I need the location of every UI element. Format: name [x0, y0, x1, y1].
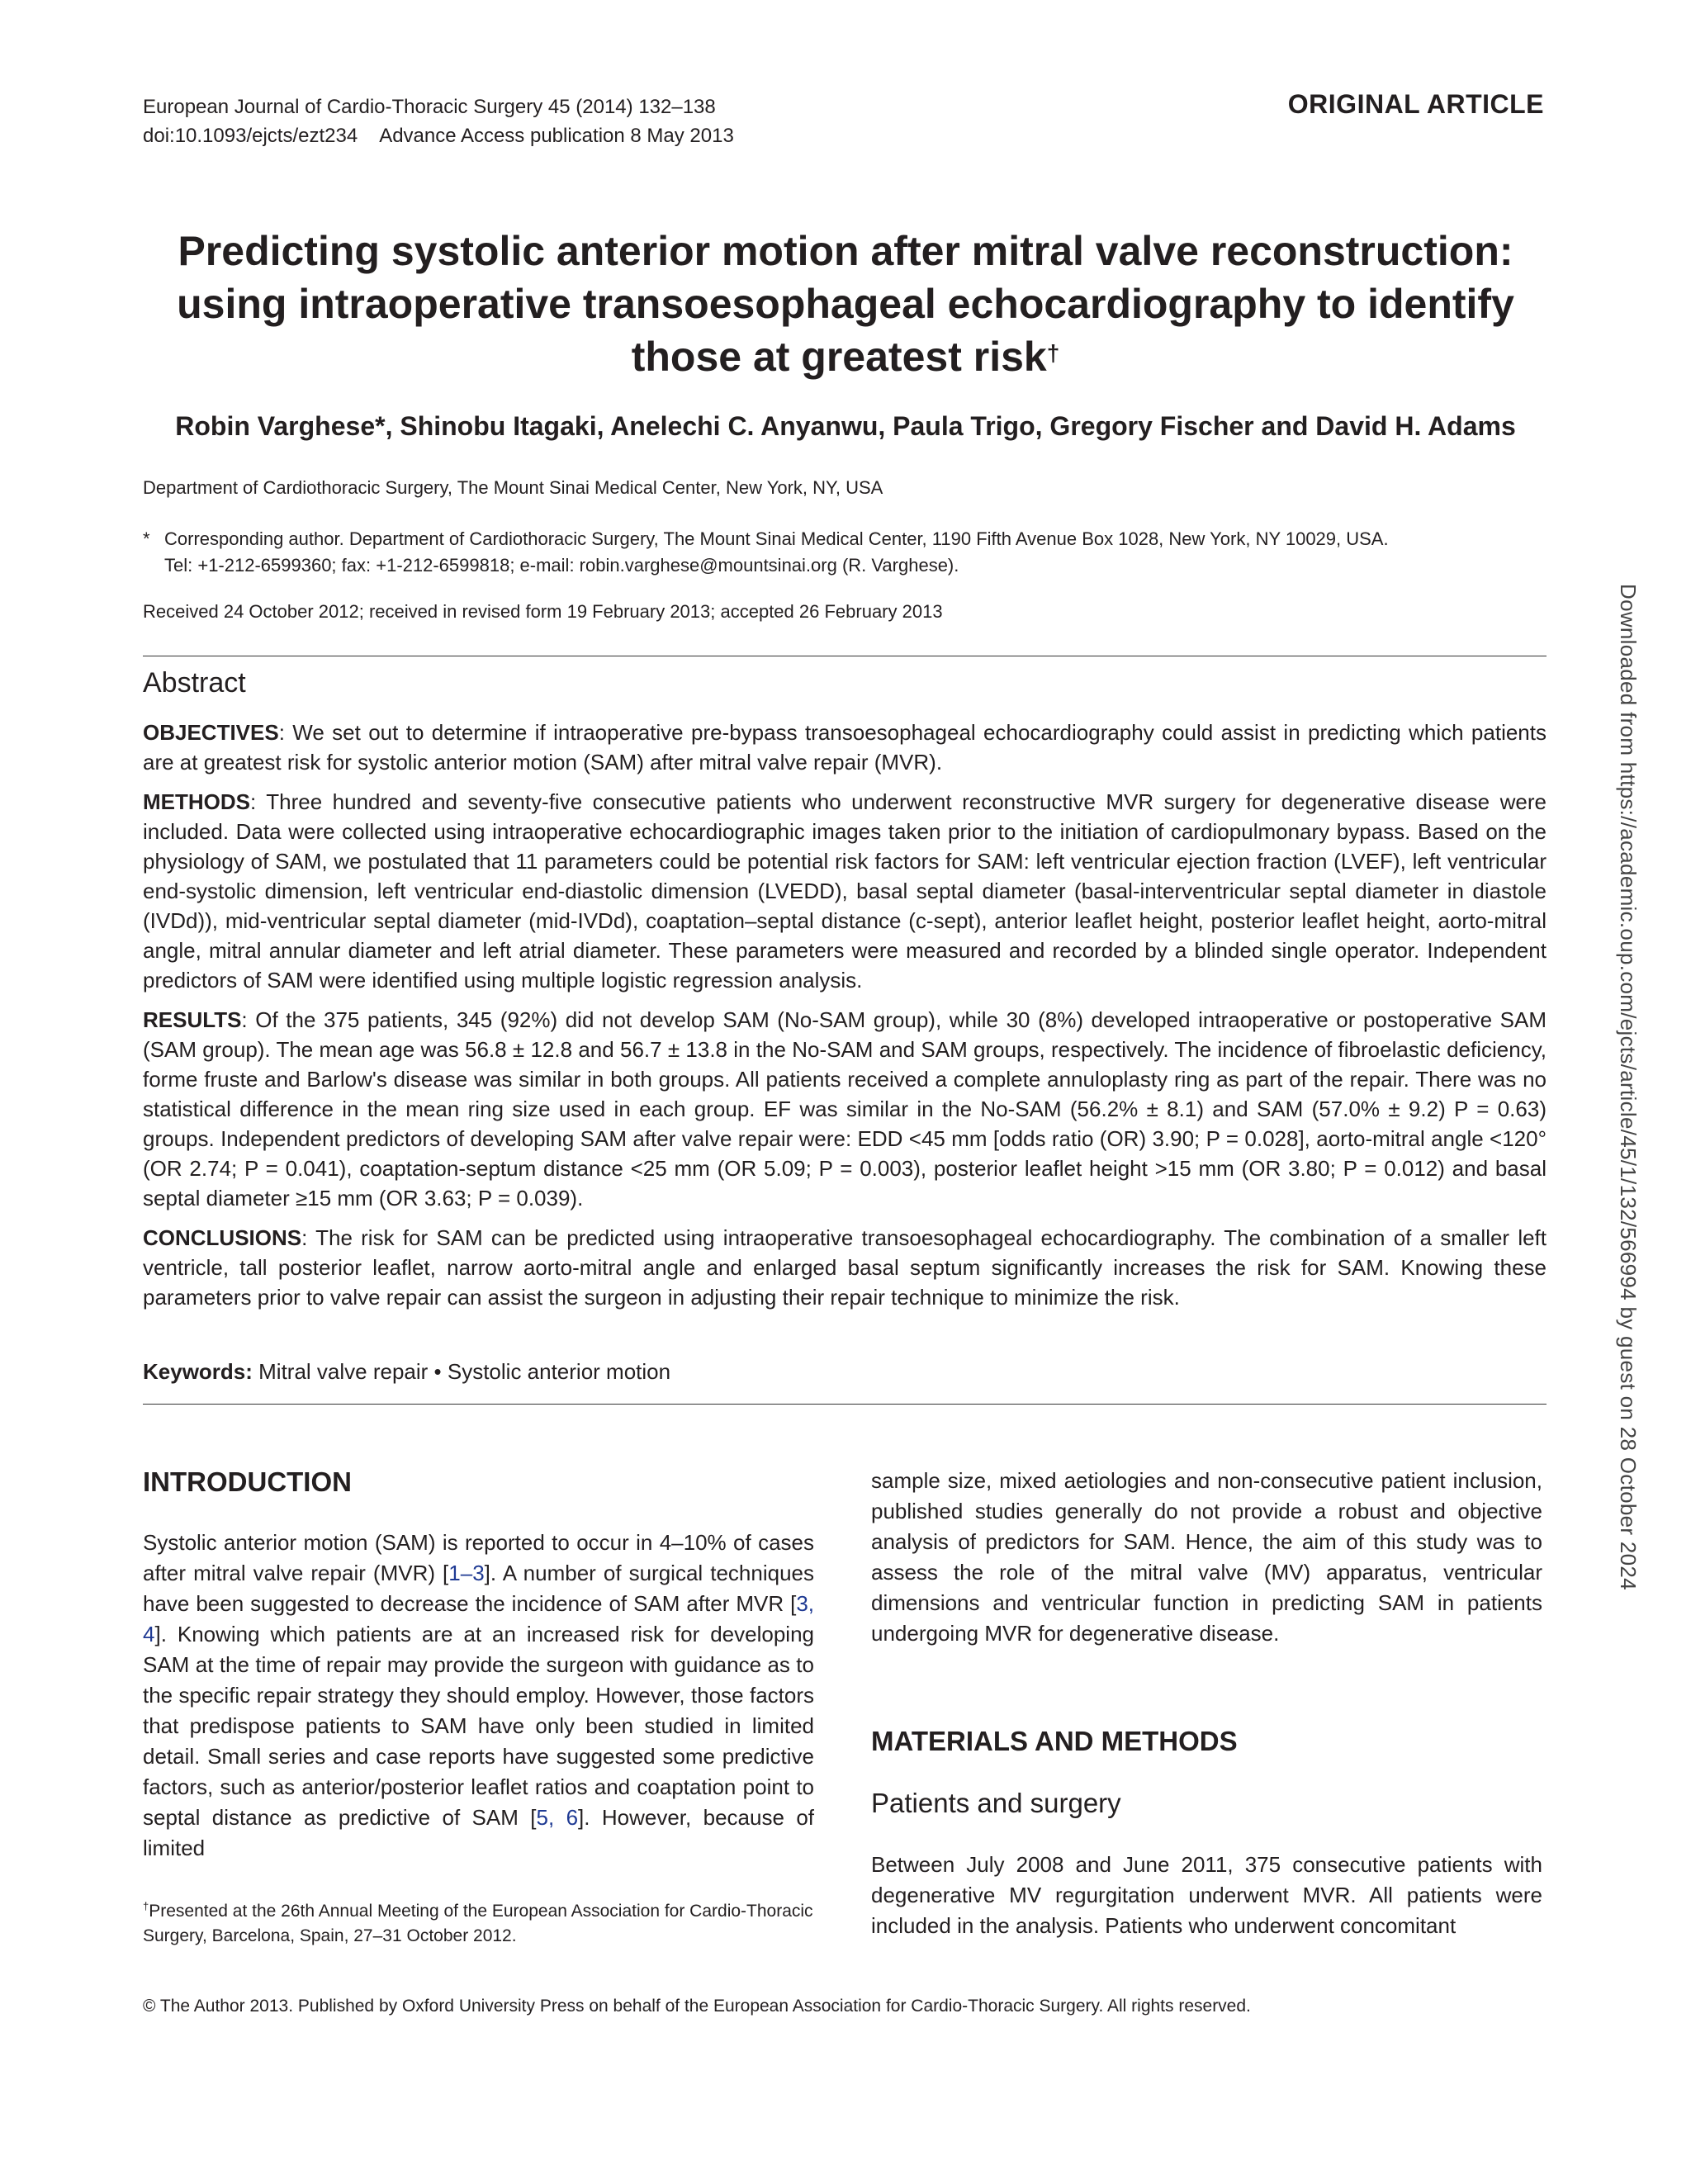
- conclusions-text: : The risk for SAM can be predicted using intraoperative transoesophageal echocardiography. The combination of a smaller left ventricle, tall posterior leaflet, narrow aorto-mitral angle and enlarged basal septum significantly increases the risk for SAM. Knowing these parameters prior to valve repair can assist the surgeon in adjusting their repair technique to minimize the risk.: [143, 1225, 1547, 1310]
- results-label: RESULTS: [143, 1007, 242, 1032]
- intro-text-2: ]. A number of surgical techniques have been suggested to decrease the incidence of SAM after MVR [: [143, 1561, 814, 1616]
- journal-citation: European Journal of Cardio-Thoracic Surgery 45 (2014) 132–138: [143, 96, 716, 118]
- title-line-1: Predicting systolic anterior motion after mitral valve reconstruction:: [178, 228, 1513, 274]
- introduction-continued: [871, 1466, 1542, 1649]
- abstract-heading: Abstract: [143, 667, 246, 699]
- keywords-text: Mitral valve repair • Systolic anterior motion: [252, 1359, 671, 1384]
- intro-text-3: ]. Knowing which patients are at an increased risk for developing SAM at the time of repair may provide the surgeon with guidance as to the specific repair strategy they should employ. However, those factors that predispose patients to SAM have only been studied in limited detail. Small series and case reports have suggested some predictive factors, such as anterior/posterior leaflet ratios and coaptation point to septal distance as predictive of SAM [: [143, 1622, 814, 1830]
- author-list: Robin Varghese*, Shinobu Itagaki, Anelechi C. Anyanwu, Paula Trigo, Gregory Fischer and David H. Adams: [175, 411, 1516, 441]
- objectives-text: : We set out to determine if intraoperative pre-bypass transoesophageal echocardiography could assist in predicting which patients are at greatest risk for systolic anterior motion (SAM) after mitral valve repair (MVR).: [143, 720, 1547, 775]
- abstract-conclusions: [143, 1223, 1547, 1312]
- intro-text-1: Systolic anterior motion (SAM) is reported to occur in 4–10% of cases after mitral valve repair (MVR) [: [143, 1530, 814, 1585]
- title-line-2: using intraoperative transoesophageal echocardiography to identify: [177, 281, 1514, 327]
- conclusions-label: CONCLUSIONS: [143, 1225, 302, 1250]
- citation-link[interactable]: 1–3: [448, 1561, 485, 1585]
- introduction-heading: INTRODUCTION: [143, 1466, 352, 1497]
- corresponding-author: [143, 526, 1547, 579]
- copyright-notice: © The Author 2013. Published by Oxford University Press on behalf of the European Association for Cardio-Thoracic Surgery. All rights reserved.: [143, 1997, 1251, 2016]
- divider: [143, 1404, 1547, 1405]
- corresponding-line-1: Corresponding author. Department of Cardiothoracic Surgery, The Mount Sinai Medical Center, 1190 Fifth Avenue Box 1028, New York, NY 10029, USA.: [164, 528, 1389, 549]
- article-type-label: ORIGINAL ARTICLE: [1287, 89, 1544, 119]
- advance-access: Advance Access publication 8 May 2013: [379, 125, 734, 147]
- methods-text: : Three hundred and seventy-five consecutive patients who underwent reconstructive MVR surgery for degenerative disease were included. Data were collected using intraoperative echocardiographic images taken prior to the initiation of cardiopulmonary bypass. Based on the physiology of SAM, we postulated that 11 parameters could be potential risk factors for SAM: left ventricular ejection fraction (LVEF), left ventricular end-systolic dimension, left ventricular end-diastolic dimension (LVEDD), basal septal diameter (basal-interventricular septal diameter in diastole (IVDd)), mid-ventricular septal diameter (mid-IVDd), coaptation–septal distance (c-sept), anterior leaflet height, posterior leaflet height, aorto-mitral angle, mitral annular diameter and left atrial diameter. These parameters were measured and recorded by a blinded single operator. Independent predictors of SAM were identified using multiple logistic regression analysis.: [143, 789, 1547, 993]
- objectives-label: OBJECTIVES: [143, 720, 279, 745]
- methods-paragraph: Between July 2008 and June 2011, 375 consecutive patients with degenerative MV regurgitation underwent MVR. All patients were included in the analysis. Patients who underwent concomitant: [871, 1852, 1542, 1938]
- corresponding-line-2: Tel: +1-212-6599360; fax: +1-212-6599818; e-mail: robin.varghese@mountsinai.org (R. Varghese).: [164, 555, 959, 576]
- results-text: : Of the 375 patients, 345 (92%) did not develop SAM (No-SAM group), while 30 (8%) developed intraoperative or postoperative SAM (SAM group). The mean age was 56.8 ± 12.8 and 56.7 ± 13.8 in the No-SAM and SAM groups, respectively. The incidence of fibroelastic deficiency, forme fruste and Barlow's disease was similar in both groups. All patients received a complete annuloplasty ring as part of the repair. There was no statistical difference in the mean ring size used in each group. EF was similar in the No-SAM (56.2% ± 8.1) and SAM (57.0% ± 9.2) P = 0.63) groups. Independent predictors of developing SAM after valve repair were: EDD <45 mm [odds ratio (OR) 3.90; P = 0.028], aorto-mitral angle <120° (OR 2.74; P = 0.041), coaptation-septum distance <25 mm (OR 5.09; P = 0.003), posterior leaflet height >15 mm (OR 3.80; P = 0.012) and basal septal diameter ≥15 mm (OR 3.63; P = 0.039).: [143, 1007, 1547, 1210]
- introduction-text: [143, 1528, 814, 1864]
- citation-link[interactable]: 5, 6: [536, 1805, 579, 1830]
- abstract-body: [143, 718, 1547, 1322]
- footnote-text: Presented at the 26th Annual Meeting of the European Association for Cardio-Thoracic Surgery, Barcelona, Spain, 27–31 October 2012.: [143, 1902, 813, 1945]
- intro-continued-text: sample size, mixed aetiologies and non-consecutive patient inclusion, published studies generally do not provide a robust and objective analysis of predictors for SAM. Hence, the aim of this study was to assess the role of the mitral valve (MV) apparatus, ventricular dimensions and ventricular function in predicting SAM in patients undergoing MVR for degenerative disease.: [871, 1468, 1542, 1646]
- download-watermark: Downloaded from https://academic.oup.com/ejcts/article/45/1/132/566994 by guest on 28 October 2024: [1616, 584, 1641, 1590]
- materials-methods-heading: MATERIALS AND METHODS: [871, 1726, 1238, 1756]
- journal-info: [143, 92, 734, 150]
- footnote: [143, 1894, 814, 1949]
- corresponding-marker: *: [143, 528, 150, 549]
- intro-text-4: ]. However, because of limited: [143, 1805, 815, 1860]
- article-title: [143, 225, 1548, 383]
- title-line-3: those at greatest risk: [631, 334, 1047, 380]
- abstract-methods: [143, 787, 1547, 995]
- patients-surgery-subheading: Patients and surgery: [871, 1788, 1121, 1818]
- affiliation: Department of Cardiothoracic Surgery, The Mount Sinai Medical Center, New York, NY, USA: [143, 477, 883, 498]
- doi: doi:10.1093/ejcts/ezt234: [143, 125, 358, 147]
- abstract-objectives: [143, 718, 1547, 777]
- doi-line: [143, 121, 734, 150]
- title-dagger: †: [1046, 340, 1060, 366]
- methods-text: [871, 1850, 1542, 1941]
- footnote-dagger: †: [143, 1900, 149, 1912]
- methods-label: METHODS: [143, 789, 250, 814]
- keywords-label: Keywords:: [143, 1359, 253, 1384]
- received-dates: Received 24 October 2012; received in revised form 19 February 2013; accepted 26 February 2013: [143, 601, 943, 622]
- citation-link[interactable]: 3, 4: [143, 1591, 814, 1646]
- keywords: [143, 1359, 670, 1385]
- abstract-results: [143, 1005, 1547, 1213]
